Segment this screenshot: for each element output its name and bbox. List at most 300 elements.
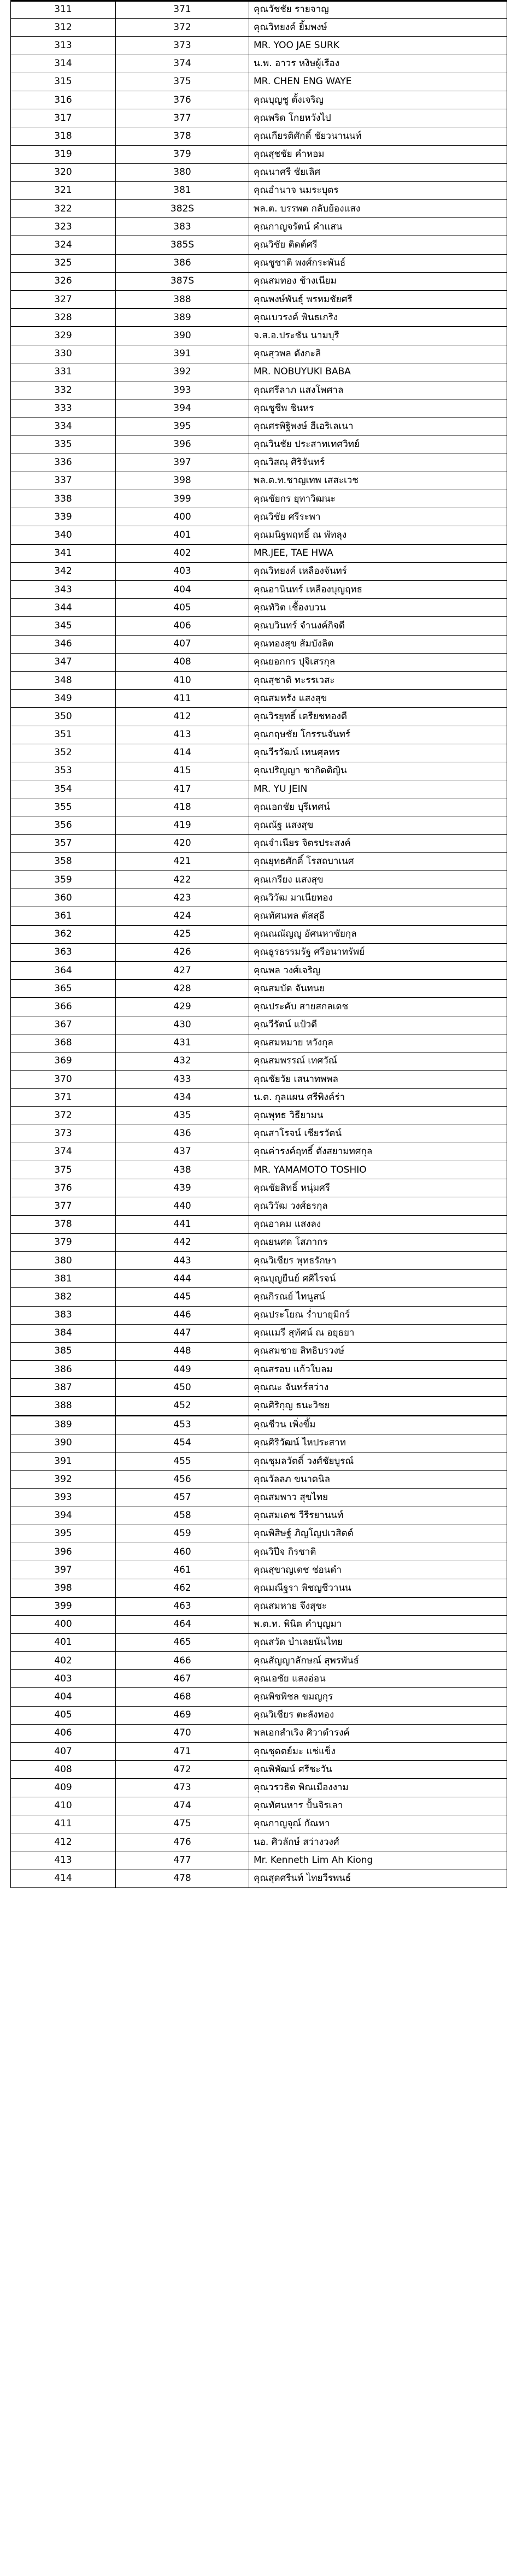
table-row xyxy=(11,1089,507,1107)
member-code-cell: 434 xyxy=(116,1089,249,1107)
member-name-cell: คุณชูชาติ พงศ์กระพันธ์ xyxy=(249,254,507,272)
table-row xyxy=(11,1434,507,1452)
row-number-cell: 312 xyxy=(11,19,116,37)
row-number-cell: 414 xyxy=(11,1869,116,1887)
row-number-cell: 313 xyxy=(11,37,116,55)
member-name-cell: น.ต. กุลแผน ศรีพิงค์ร่า xyxy=(249,1089,507,1107)
row-number-cell: 379 xyxy=(11,1233,116,1251)
row-number-cell: 384 xyxy=(11,1324,116,1342)
member-code-cell: 398 xyxy=(116,472,249,490)
member-code-cell: 456 xyxy=(116,1471,249,1489)
row-number-cell: 358 xyxy=(11,852,116,871)
member-name-cell: คุณสาโรจน์ เชียรวัตน์ xyxy=(249,1125,507,1143)
member-name-cell: คุณวิชัย ติดต์ศรี xyxy=(249,236,507,254)
row-number-cell: 330 xyxy=(11,345,116,363)
row-number-cell: 340 xyxy=(11,526,116,544)
member-code-cell: 382S xyxy=(116,200,249,218)
table-row xyxy=(11,1197,507,1215)
member-name-cell: คุณยุทธศักดิ์ โรสถบาเนศ xyxy=(249,852,507,871)
member-code-cell: 452 xyxy=(116,1397,249,1415)
member-code-cell: 424 xyxy=(116,907,249,925)
row-number-cell: 400 xyxy=(11,1615,116,1633)
table-row xyxy=(11,1706,507,1724)
member-name-cell: พล.ต. บรรพต กลับย้องแสง xyxy=(249,200,507,218)
member-code-cell: 402 xyxy=(116,544,249,562)
member-code-cell: 457 xyxy=(116,1489,249,1507)
member-name-cell: คุณพุทธ วิธียามน xyxy=(249,1107,507,1125)
member-name-cell: คุณชุดตย์มะ แช่แข็ง xyxy=(249,1743,507,1761)
row-number-cell: 402 xyxy=(11,1652,116,1670)
member-code-cell: 466 xyxy=(116,1652,249,1670)
member-code-cell: 472 xyxy=(116,1761,249,1779)
member-name-cell: คุณวิวัฒ มาเนียทอง xyxy=(249,889,507,907)
table-row xyxy=(11,1869,507,1887)
member-code-cell: 393 xyxy=(116,381,249,399)
row-number-cell: 362 xyxy=(11,925,116,943)
member-name-cell: คุณปริญญา ชากิดติญิน xyxy=(249,762,507,780)
table-row xyxy=(11,798,507,816)
member-code-cell: 376 xyxy=(116,91,249,109)
member-code-cell: 431 xyxy=(116,1034,249,1052)
table-row xyxy=(11,562,507,580)
row-number-cell: 346 xyxy=(11,635,116,653)
member-name-cell: คุณประคับ สายสกลเดช xyxy=(249,998,507,1016)
member-code-cell: 373 xyxy=(116,37,249,55)
table-row xyxy=(11,1652,507,1670)
member-code-cell: 421 xyxy=(116,852,249,871)
table-row xyxy=(11,1107,507,1125)
member-name-cell: คุณสมพาว สุขไทย xyxy=(249,1489,507,1507)
table-row xyxy=(11,436,507,454)
table-row xyxy=(11,1143,507,1161)
row-number-cell: 391 xyxy=(11,1452,116,1471)
member-name-cell: คุณเอชัย แสงอ่อน xyxy=(249,1670,507,1688)
member-code-cell: 473 xyxy=(116,1779,249,1797)
row-number-cell: 366 xyxy=(11,998,116,1016)
member-code-cell: 468 xyxy=(116,1688,249,1706)
row-number-cell: 370 xyxy=(11,1071,116,1089)
member-code-cell: 425 xyxy=(116,925,249,943)
member-code-cell: 412 xyxy=(116,708,249,726)
row-number-cell: 315 xyxy=(11,73,116,91)
member-code-cell: 430 xyxy=(116,1016,249,1034)
member-name-cell: คุณสุขาญเดช ช่อนดำ xyxy=(249,1561,507,1579)
member-code-cell: 449 xyxy=(116,1361,249,1379)
member-name-cell: คุณพล วงศ์เจริญ xyxy=(249,961,507,979)
member-name-cell: คุณสัญญาลักษณ์ สุพรพันธ์ xyxy=(249,1652,507,1670)
member-name-cell: คุณกฤษชัย โกรรนจันทร์ xyxy=(249,726,507,744)
table-row xyxy=(11,852,507,871)
row-number-cell: 328 xyxy=(11,309,116,327)
member-code-cell: 439 xyxy=(116,1179,249,1197)
member-name-cell: คุณชัยกร ยุทาวิฒนะ xyxy=(249,490,507,508)
row-number-cell: 386 xyxy=(11,1361,116,1379)
member-name-cell: คุณเอกชัย บุรีเทศน์ xyxy=(249,798,507,816)
member-code-cell: 394 xyxy=(116,399,249,417)
member-code-cell: 464 xyxy=(116,1615,249,1633)
table-row xyxy=(11,1415,507,1434)
table-row xyxy=(11,1034,507,1052)
member-name-cell: คุณสมทอง ช้างเนียม xyxy=(249,272,507,290)
table-row xyxy=(11,980,507,998)
member-code-cell: 375 xyxy=(116,73,249,91)
member-name-cell: MR. NOBUYUKI BABA xyxy=(249,363,507,381)
row-number-cell: 326 xyxy=(11,272,116,290)
member-code-cell: 450 xyxy=(116,1379,249,1397)
table-row xyxy=(11,998,507,1016)
row-number-cell: 393 xyxy=(11,1489,116,1507)
row-number-cell: 373 xyxy=(11,1125,116,1143)
row-number-cell: 341 xyxy=(11,544,116,562)
row-number-cell: 407 xyxy=(11,1743,116,1761)
row-number-cell: 413 xyxy=(11,1851,116,1869)
row-number-cell: 408 xyxy=(11,1761,116,1779)
row-number-cell: 404 xyxy=(11,1688,116,1706)
member-code-cell: 378 xyxy=(116,127,249,145)
table-row xyxy=(11,37,507,55)
row-number-cell: 364 xyxy=(11,961,116,979)
member-code-cell: 385S xyxy=(116,236,249,254)
table-row xyxy=(11,1761,507,1779)
row-number-cell: 397 xyxy=(11,1561,116,1579)
table-row xyxy=(11,780,507,798)
member-code-cell: 411 xyxy=(116,690,249,708)
member-code-cell: 442 xyxy=(116,1233,249,1251)
member-name-cell: คุณสุดศรีนท์ ไทยวีรพนธ์ xyxy=(249,1869,507,1887)
table-row xyxy=(11,653,507,671)
member-code-cell: 404 xyxy=(116,581,249,599)
member-code-cell: 383 xyxy=(116,218,249,236)
member-code-cell: 463 xyxy=(116,1597,249,1615)
member-name-cell: คุณบุญยืนย์ ศศิไรจน์ xyxy=(249,1270,507,1288)
table-row xyxy=(11,291,507,309)
table-row xyxy=(11,1489,507,1507)
row-number-cell: 406 xyxy=(11,1724,116,1742)
row-number-cell: 331 xyxy=(11,363,116,381)
table-row xyxy=(11,635,507,653)
member-name-cell: คุณชีวน เพิ่งขึ้ม xyxy=(249,1415,507,1434)
member-table xyxy=(10,0,507,1888)
table-row xyxy=(11,1361,507,1379)
member-code-cell: 441 xyxy=(116,1215,249,1233)
row-number-cell: 335 xyxy=(11,436,116,454)
table-row xyxy=(11,200,507,218)
row-number-cell: 403 xyxy=(11,1670,116,1688)
member-code-cell: 380 xyxy=(116,163,249,181)
member-code-cell: 438 xyxy=(116,1161,249,1179)
row-number-cell: 369 xyxy=(11,1052,116,1070)
table-row xyxy=(11,1525,507,1543)
member-code-cell: 437 xyxy=(116,1143,249,1161)
member-code-cell: 420 xyxy=(116,834,249,852)
member-name-cell: คุณศิริวัฒน์ ไหประสาท xyxy=(249,1434,507,1452)
row-number-cell: 339 xyxy=(11,508,116,526)
row-number-cell: 334 xyxy=(11,417,116,436)
member-name-cell: Mr. Kenneth Lim Ah Kiong xyxy=(249,1851,507,1869)
member-code-cell: 458 xyxy=(116,1507,249,1525)
table-row xyxy=(11,309,507,327)
table-row xyxy=(11,1670,507,1688)
table-row xyxy=(11,744,507,762)
table-row xyxy=(11,1815,507,1833)
member-code-cell: 475 xyxy=(116,1815,249,1833)
member-code-cell: 401 xyxy=(116,526,249,544)
member-code-cell: 422 xyxy=(116,871,249,889)
member-name-cell: คุณนาศรี ชัยเลิศ xyxy=(249,163,507,181)
member-name-cell: คุณเกรียง แสงสุข xyxy=(249,871,507,889)
member-name-cell: คุณเกียรติศักดิ์ ชัยวนานนท์ xyxy=(249,127,507,145)
member-code-cell: 470 xyxy=(116,1724,249,1742)
table-row xyxy=(11,1452,507,1471)
member-code-cell: 436 xyxy=(116,1125,249,1143)
table-row xyxy=(11,1743,507,1761)
member-code-cell: 461 xyxy=(116,1561,249,1579)
member-name-cell: คุณวัลลภ ขนาดนิล xyxy=(249,1471,507,1489)
row-number-cell: 323 xyxy=(11,218,116,236)
row-number-cell: 371 xyxy=(11,1089,116,1107)
member-name-cell: คุณธูรธรรมรัฐ ศรีอนาทรัพย์ xyxy=(249,943,507,961)
table-row xyxy=(11,617,507,635)
table-row xyxy=(11,417,507,436)
member-code-cell: 372 xyxy=(116,19,249,37)
table-row xyxy=(11,1833,507,1851)
member-name-cell: คุณศิริกุญ ธนะวิชย xyxy=(249,1397,507,1415)
member-name-cell: MR. YAMAMOTO TOSHIO xyxy=(249,1161,507,1179)
row-number-cell: 314 xyxy=(11,55,116,73)
table-row xyxy=(11,1251,507,1269)
table-row xyxy=(11,1851,507,1869)
row-number-cell: 401 xyxy=(11,1633,116,1651)
table-row xyxy=(11,943,507,961)
row-number-cell: 354 xyxy=(11,780,116,798)
member-name-cell: คุณชัยสิทธิ์ หนุ่มศรี xyxy=(249,1179,507,1197)
row-number-cell: 348 xyxy=(11,671,116,689)
member-code-cell: 447 xyxy=(116,1324,249,1342)
member-code-cell: 405 xyxy=(116,599,249,617)
table-row xyxy=(11,381,507,399)
table-row xyxy=(11,1324,507,1342)
member-name-cell: คุณชุมลวัตดิ์ วงศ์ชัยบูรณ์ xyxy=(249,1452,507,1471)
member-code-cell: 387S xyxy=(116,272,249,290)
table-row xyxy=(11,363,507,381)
row-number-cell: 388 xyxy=(11,1397,116,1415)
row-number-cell: 325 xyxy=(11,254,116,272)
member-name-cell: คุณเบวรงค์ พินธเกริง xyxy=(249,309,507,327)
row-number-cell: 385 xyxy=(11,1342,116,1360)
row-number-cell: 394 xyxy=(11,1507,116,1525)
member-name-cell: MR. CHEN ENG WAYE xyxy=(249,73,507,91)
member-code-cell: 414 xyxy=(116,744,249,762)
member-code-cell: 454 xyxy=(116,1434,249,1452)
member-name-cell: คุณสมพรรณ์ เทศวัณ์ xyxy=(249,1052,507,1070)
row-number-cell: 359 xyxy=(11,871,116,889)
row-number-cell: 375 xyxy=(11,1161,116,1179)
member-code-cell: 446 xyxy=(116,1306,249,1324)
member-name-cell: คุณวิชัย ศรีระพา xyxy=(249,508,507,526)
row-number-cell: 376 xyxy=(11,1179,116,1197)
member-name-cell: คุณวิเชียร ตะลังทอง xyxy=(249,1706,507,1724)
row-number-cell: 338 xyxy=(11,490,116,508)
table-row xyxy=(11,19,507,37)
member-code-cell: 400 xyxy=(116,508,249,526)
table-row xyxy=(11,816,507,834)
member-code-cell: 410 xyxy=(116,671,249,689)
row-number-cell: 352 xyxy=(11,744,116,762)
table-row xyxy=(11,1724,507,1742)
member-name-cell: คุณวิสณุ ศิริจันทร์ xyxy=(249,454,507,472)
row-number-cell: 378 xyxy=(11,1215,116,1233)
member-code-cell: 396 xyxy=(116,436,249,454)
member-list-sheet xyxy=(10,0,507,1888)
member-name-cell: คุณกิรณย์ ไทนูสน์ xyxy=(249,1288,507,1306)
member-name-cell: น.พ. อาวร หงิษผู้เรือง xyxy=(249,55,507,73)
table-row xyxy=(11,1125,507,1143)
table-row xyxy=(11,1471,507,1489)
member-name-cell: จ.ส.อ.ประชัน นามบุรี xyxy=(249,327,507,345)
member-name-cell: MR.JEE, TAE HWA xyxy=(249,544,507,562)
member-name-cell: คุณพริด โกยหวังไป xyxy=(249,109,507,127)
table-row xyxy=(11,726,507,744)
row-number-cell: 377 xyxy=(11,1197,116,1215)
member-code-cell: 406 xyxy=(116,617,249,635)
row-number-cell: 412 xyxy=(11,1833,116,1851)
member-table-body xyxy=(11,1,507,1888)
table-row xyxy=(11,454,507,472)
table-row xyxy=(11,327,507,345)
member-code-cell: 459 xyxy=(116,1525,249,1543)
row-number-cell: 368 xyxy=(11,1034,116,1052)
member-code-cell: 471 xyxy=(116,1743,249,1761)
row-number-cell: 363 xyxy=(11,943,116,961)
row-number-cell: 349 xyxy=(11,690,116,708)
member-name-cell: คุณวิรยุทธิ์ เตรียชทองดี xyxy=(249,708,507,726)
member-code-cell: 462 xyxy=(116,1579,249,1597)
member-code-cell: 399 xyxy=(116,490,249,508)
table-row xyxy=(11,1306,507,1324)
member-name-cell: คุณสุวพล ดังกะลิ xyxy=(249,345,507,363)
table-row xyxy=(11,544,507,562)
table-row xyxy=(11,1507,507,1525)
row-number-cell: 355 xyxy=(11,798,116,816)
row-number-cell: 390 xyxy=(11,1434,116,1452)
member-code-cell: 389 xyxy=(116,309,249,327)
member-code-cell: 432 xyxy=(116,1052,249,1070)
table-row xyxy=(11,871,507,889)
member-code-cell: 408 xyxy=(116,653,249,671)
row-number-cell: 374 xyxy=(11,1143,116,1161)
row-number-cell: 361 xyxy=(11,907,116,925)
table-row xyxy=(11,73,507,91)
member-name-cell: คุณทัศนพล ตัสสุธี xyxy=(249,907,507,925)
member-code-cell: 435 xyxy=(116,1107,249,1125)
member-name-cell: คุณณะ จันทร์สว่าง xyxy=(249,1379,507,1397)
row-number-cell: 322 xyxy=(11,200,116,218)
table-row xyxy=(11,1071,507,1089)
member-name-cell: คุณวิเชียร พุทธรักษา xyxy=(249,1251,507,1269)
member-code-cell: 427 xyxy=(116,961,249,979)
table-row xyxy=(11,399,507,417)
row-number-cell: 383 xyxy=(11,1306,116,1324)
row-number-cell: 399 xyxy=(11,1597,116,1615)
table-row xyxy=(11,889,507,907)
row-number-cell: 311 xyxy=(11,1,116,19)
table-row xyxy=(11,526,507,544)
table-row xyxy=(11,671,507,689)
member-name-cell: คุณศรพิฐิพงษ์ ฮีเอริเลเนา xyxy=(249,417,507,436)
table-row xyxy=(11,1342,507,1360)
row-number-cell: 333 xyxy=(11,399,116,417)
member-name-cell: คุณณัฐ แสงสุข xyxy=(249,816,507,834)
row-number-cell: 327 xyxy=(11,291,116,309)
table-row xyxy=(11,345,507,363)
member-name-cell: คุณวินชัย ประสาทเทศวิทย์ xyxy=(249,436,507,454)
table-row xyxy=(11,163,507,181)
member-name-cell: คุณวิทยงค์ ยิ้มพงษ์ xyxy=(249,19,507,37)
member-name-cell: คุณกาญจุณ์ กัณหา xyxy=(249,1815,507,1833)
member-name-cell: คุณทองสุข ส้มบังลิต xyxy=(249,635,507,653)
member-code-cell: 392 xyxy=(116,363,249,381)
row-number-cell: 347 xyxy=(11,653,116,671)
member-name-cell: คุณวีรัตน์ แป้วดี xyxy=(249,1016,507,1034)
row-number-cell: 365 xyxy=(11,980,116,998)
row-number-cell: 316 xyxy=(11,91,116,109)
row-number-cell: 405 xyxy=(11,1706,116,1724)
row-number-cell: 336 xyxy=(11,454,116,472)
table-row xyxy=(11,1561,507,1579)
row-number-cell: 344 xyxy=(11,599,116,617)
member-name-cell: คุณวรวธิต พิณเมืองงาม xyxy=(249,1779,507,1797)
row-number-cell: 329 xyxy=(11,327,116,345)
row-number-cell: 357 xyxy=(11,834,116,852)
member-name-cell: คุณบวินทร์ จำนงค์กิจดี xyxy=(249,617,507,635)
table-row xyxy=(11,708,507,726)
member-name-cell: คุณทัวิต เชื้องบวน xyxy=(249,599,507,617)
member-code-cell: 390 xyxy=(116,327,249,345)
member-name-cell: คุณบุญชู ตั้งเจริญ xyxy=(249,91,507,109)
row-number-cell: 381 xyxy=(11,1270,116,1288)
table-row xyxy=(11,961,507,979)
member-name-cell: คุณวีรวัฒน์ เทนศุลทร xyxy=(249,744,507,762)
member-name-cell: พ.ต.ท. พินิต คำบุญมา xyxy=(249,1615,507,1633)
row-number-cell: 351 xyxy=(11,726,116,744)
member-name-cell: คุณศรีลาภ แสงโพศาล xyxy=(249,381,507,399)
member-name-cell: คุณสมเดช วีรีรยานนท์ xyxy=(249,1507,507,1525)
table-row xyxy=(11,1270,507,1288)
member-name-cell: คุณสรอบ แก้วใบลม xyxy=(249,1361,507,1379)
table-row xyxy=(11,91,507,109)
table-row xyxy=(11,181,507,199)
member-name-cell: คุณชัยวัย เสนาทพพล xyxy=(249,1071,507,1089)
table-row xyxy=(11,109,507,127)
member-name-cell: คุณพิพัฒน์ ศรีชะวัน xyxy=(249,1761,507,1779)
table-row xyxy=(11,254,507,272)
member-code-cell: 474 xyxy=(116,1797,249,1815)
member-code-cell: 476 xyxy=(116,1833,249,1851)
member-code-cell: 443 xyxy=(116,1251,249,1269)
table-row xyxy=(11,1379,507,1397)
row-number-cell: 396 xyxy=(11,1543,116,1561)
member-name-cell: คุณสมหรัง แสงสุข xyxy=(249,690,507,708)
table-row xyxy=(11,1052,507,1070)
member-code-cell: 429 xyxy=(116,998,249,1016)
member-code-cell: 428 xyxy=(116,980,249,998)
table-row xyxy=(11,1688,507,1706)
row-number-cell: 411 xyxy=(11,1815,116,1833)
member-name-cell: คุณอาคม แสงลง xyxy=(249,1215,507,1233)
table-row xyxy=(11,599,507,617)
member-name-cell: คุณสมบัด จันทนย xyxy=(249,980,507,998)
row-number-cell: 319 xyxy=(11,145,116,163)
